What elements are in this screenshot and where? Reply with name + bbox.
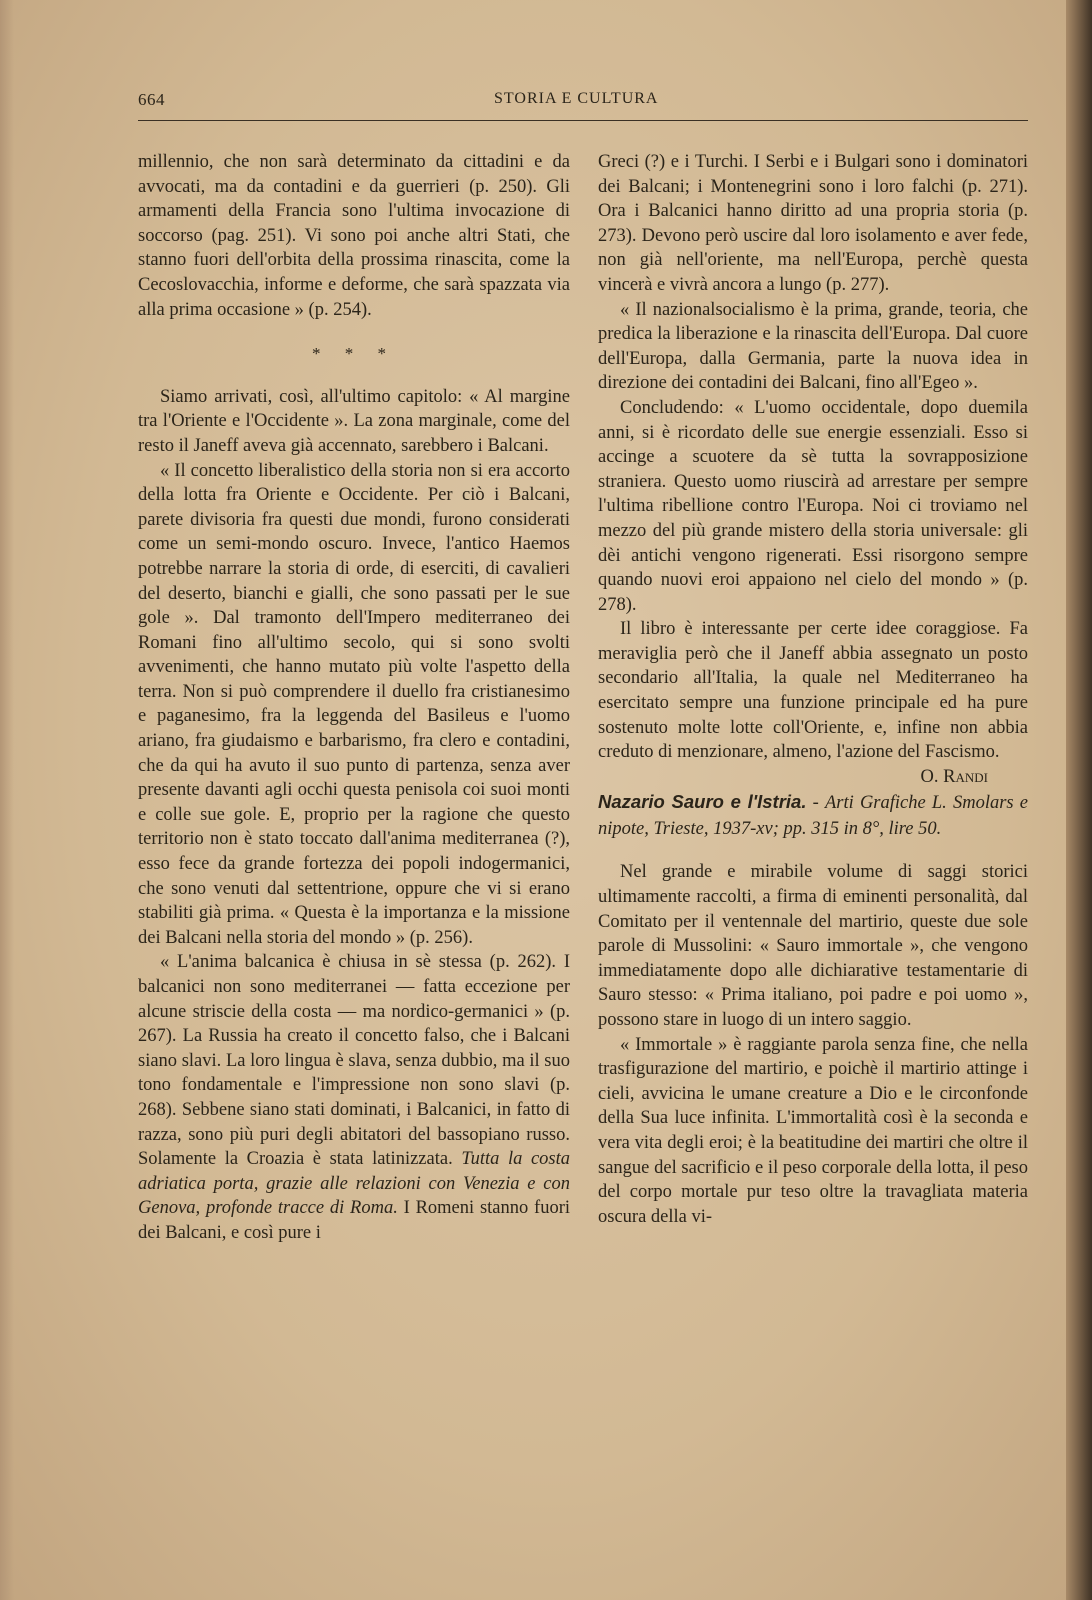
review-spacer xyxy=(598,842,1028,860)
left-paragraph-2: Siamo arrivati, così, all'ultimo capitolo: « Al margine tra l'Oriente e l'Occidente ». La zona marginale, come del resto il Janeff aveva già accennato, sarebbero i Balcani. xyxy=(138,386,570,456)
review-title: Nazario Sauro e l'Istria. xyxy=(598,791,807,813)
section-separator: * * * xyxy=(312,344,396,364)
page-header xyxy=(138,90,1028,116)
page-left-shadow xyxy=(0,0,14,1600)
review-heading xyxy=(598,789,1028,842)
review-dash: - xyxy=(806,793,825,814)
right-paragraph-3: Concludendo: « L'uomo occidentale, dopo duemila anni, si è ricordato delle sue energie essenziali. Esso si accinge a scuotere da sè tutta la sovrapposizione straniera. Questo uomo riuscirà ad arrestare per sempre l'ultima ribellione contro l'Europa. Noi ci troviamo nel mezzo del più grande mistero della storia universale: gli dèi antichi vengono rigenerati. Essi risorgono sempre quando nuovi eroi appaiono nel cielo del mondo » (p. 278). xyxy=(598,397,1028,615)
page-binding-edge xyxy=(1066,0,1092,1600)
left-paragraph-1: millennio, che non sarà determinato da cittadini e da avvocati, ma da contadini e da guerrieri (p. 250). Gli armamenti della Francia sono l'ultima invocazione di soccorso (pag. 251). Vi sono poi anche altri Stati, che stanno fuori dell'orbita della prossima rinascita, come la Cecoslovacchia, informe e deforme, che sarà spazzata via alla prima occasione » (p. 254). xyxy=(138,152,570,320)
left-paragraph-4 xyxy=(138,950,570,1245)
left-paragraph-4-start: « L'anima balcanica è chiusa in sè stessa (p. 262). I balcanici non sono mediterranei — fatta eccezione per alcune striscie della costa — ma nordico-germanici » (p. 267). La Russia ha creato il concetto falso, che i Balcani siano slavi. La loro lingua è slava, senza dubbio, ma il suo tono fondamentale e l'impressione non sono slavi (p. 268). Sebbene siano stati dominati, i Balcanici, in fatto di razza, sono più puri degli abitatori del bassopiano russo. Solamente la Croazia è stata latinizzata. xyxy=(138,952,570,1170)
left-paragraph-3: « Il concetto liberalistico della storia non si era accorto della lotta fra Oriente e Occidente. Per ciò i Balcani, parete divisoria fra questi due mondi, furono considerati come un semi-mondo oscuro. Invece, l'antico Haemos potrebbe narrare la storia di orde, di eserciti, di cavalieri del deserto, bianchi e gialli, che sono passati per le sue gole ». Dal tramonto dell'Impero mediterraneo dei Romani fino all'ultimo secolo, qui si sono svolti avvenimenti, che hanno mutato più volte l'aspetto della terra. Non si può comprendere il duello fra cristianesimo e paganesimo, fra la leggenda del Basileus e l'uomo ariano, fra giudaismo e barbarismo, fra clero e contadini, che da qui ha avuto il suo punto di partenza, senza aver presente davanti agli occhi questa penisola coi suoi monti e colle sue gole. E, proprio per la ragione che questo territorio non è stato toccato dall'anima mediterranea (?), esso fece da grande fortezza dei popoli indogermanici, che sono venuti dal settentrione, oppure che vi si erano stabiliti già prima. « Questa è la importanza e la missione dei Balcani nella storia del mondo » (p. 256). xyxy=(138,460,570,948)
right-paragraph-1: Greci (?) e i Turchi. I Serbi e i Bulgari sono i dominatori dei Balcani; i Montenegrini sono i loro falchi (p. 271). Ora i Balcanici hanno diritto ad una propria storia (p. 273). Devono però uscire dal loro isolamento e aver fede, non già nell'oriente, ma nell'Europa, perchè questa vincerà e vivrà ancora a lungo (p. 277). xyxy=(598,152,1028,295)
page-number: 664 xyxy=(138,90,165,109)
right-paragraph-5: Nel grande e mirabile volume di saggi storici ultimamente raccolti, a firma di eminenti personalità, dal Comitato per il ventennale del martirio, queste due sole parole di Mussolini: « Sauro immortale », che vengono immediatamente dopo alle dichiarative testamentarie di Sauro stesso: « Prima italiano, poi padre e poi uomo », possono stare in luogo di un intero saggio. xyxy=(598,862,1028,1030)
right-paragraph-4: Il libro è interessante per certe idee coraggiose. Fa meraviglia però che il Janeff abbia assegnato un posto secondario all'Italia, la quale nel Mediterraneo ha esercitato sempre una funzione principale ed ha pure sostenuto molte lotte coll'Oriente, e, infine non abbia creduto di menzionare, almeno, l'azione del Fascismo. xyxy=(598,619,1028,763)
author-signature: O. Randi xyxy=(920,766,988,787)
right-paragraph-6: « Immortale » è raggiante parola senza fine, che nella trasfigurazione del martirio, e poichè il martirio attinge i cieli, avvicina le umane creature a Dio e le circonfonde della Sua luce infinita. L'immortalità così è la seconda e vera vita degli eroi; è la beatitudine dei martiri che oltre il sangue del sacrificio e il peso corporale della lotta, il peso del corpo mortale pur teso oltre la travagliata materia oscura della vi- xyxy=(598,1034,1028,1227)
right-paragraph-2: « Il nazionalsocialismo è la prima, grande, teoria, che predica la liberazione e la rinascita dell'Europa. Dal cuore dell'Europa, dalla Germania, parte la nuova idea in direzione dei contadini dei Balcani, fino all'Egeo ». xyxy=(598,299,1028,394)
right-column xyxy=(598,150,1028,1229)
header-rule xyxy=(138,120,1028,121)
running-head: STORIA E CULTURA xyxy=(494,90,659,107)
left-column xyxy=(138,150,570,1246)
left-paragraph-4-italic: Tutta la costa adriatica porta, grazie alle relazioni con Venezia e con Genova, profonde tracce di Roma. xyxy=(138,1149,570,1219)
review-publication-info: Arti Grafiche L. Smolars e nipote, Trieste, 1937-xv; pp. 315 in 8°, lire 50. xyxy=(598,793,1028,840)
left-paragraph-4-end: I Romeni stanno fuori dei Balcani, e così pure i xyxy=(138,1198,570,1243)
